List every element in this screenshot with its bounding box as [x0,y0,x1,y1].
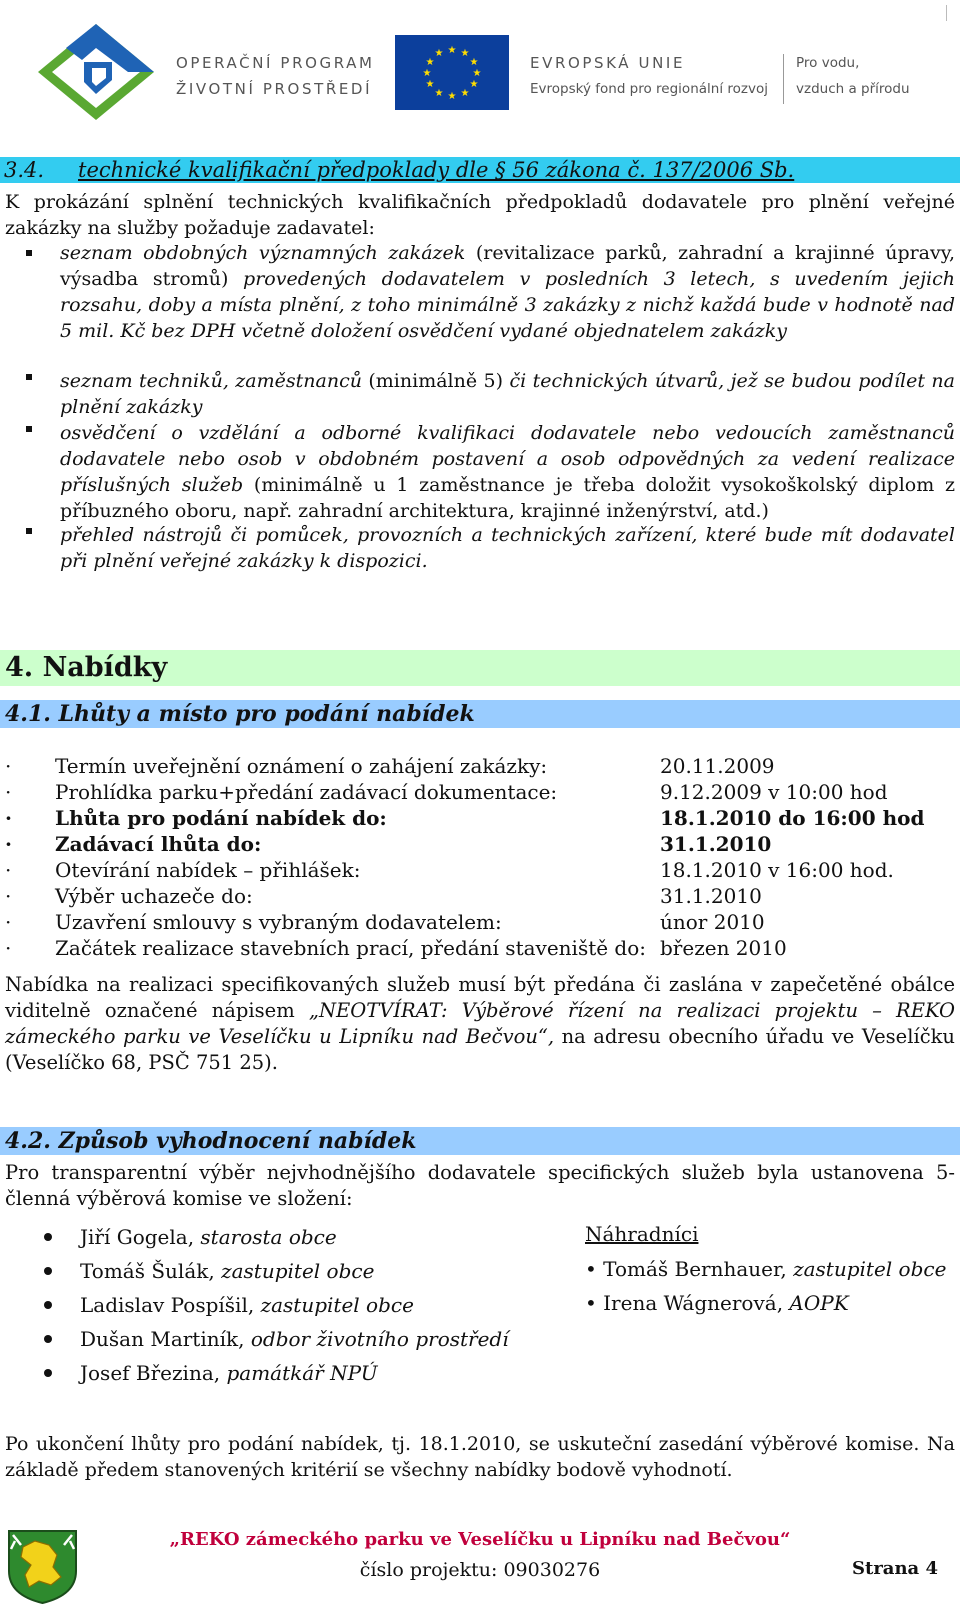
schedule-value: 31.1.2010 [660,884,762,908]
eu-line-2: Evropský fond pro regionální rozvoj [530,81,768,97]
schedule-value: 9.12.2009 v 10:00 hod [660,780,888,804]
schedule-value: 18.1.2010 v 16:00 hod. [660,858,894,882]
commission-member [80,1258,374,1284]
schedule-label: Prohlídka parku+předání zadávací dokumentace: [55,780,558,804]
schedule-row [0,857,960,883]
schedule-label: Otevírání nabídek – přihlášek: [55,858,361,882]
schedule-label: Zadávací lhůta do: [55,832,262,856]
svg-text:★: ★ [472,68,482,79]
op-line-2: ŽIVOTNÍ PROSTŘEDÍ [176,80,373,98]
square-bullet-icon [26,250,32,256]
op-logo-text [176,50,375,102]
section-3-4-intro: K prokázání splnění technických kvalifikačních předpokladů dodavatele pro plnění veřejné zakázky na služby požaduje zadavatel: [5,191,955,239]
alternate-role: AOPK [789,1291,849,1315]
alternate-name: • Tomáš Bernhauer, [585,1257,794,1281]
footer-project-name: „REKO zámeckého parku ve Veselíčku u Lipníku nad Bečvou“ [169,1529,791,1550]
svg-text:★: ★ [469,79,479,90]
requirement-2-part-a: seznam techniků, zaměstnanců [60,370,362,392]
slogan-line-1: Pro vodu, [796,55,860,71]
schedule-row [0,935,960,961]
requirement-1 [60,240,955,344]
heading-3-4 [0,157,960,183]
footer-page-number: Strana 4 [852,1558,939,1579]
corner-mark [946,5,947,21]
bullet-icon [44,1301,52,1309]
requirement-1-part-a: seznam obdobných významných zakázek [60,242,466,264]
heading-4-1-title: 4.1. Lhůty a místo pro podání nabídek [5,701,475,727]
heading-4-2 [0,1127,960,1155]
requirement-3 [60,420,955,524]
schedule-value: 31.1.2010 [660,832,772,856]
schedule-row [0,909,960,935]
requirement-1-part-c: provedených dodavatelem v posledních 3 letech, s uvedením jejich rozsahu, doby a místa plnění, z toho minimálně 3 zakázky z nichž každá bude v hodnotě nad 5 mil. Kč bez DPH včetně doložení osvědčení vydané objednatelem zakázky [60,268,955,342]
square-bullet-icon [26,374,32,380]
schedule-bullet: · [5,936,12,960]
footer-project-code: číslo projektu: 09030276 [359,1559,601,1581]
commission-member [80,1360,378,1386]
commission-member [80,1292,414,1318]
schedule-value: únor 2010 [660,910,765,934]
svg-text:★: ★ [422,68,432,79]
requirement-3-part-b: (minimálně u 1 zaměstnance je třeba doložit vysokoškolský diplom z příbuzného oboru, např. zahradní architektura, krajinné inženýrství, atd.) [60,474,955,522]
member-name: Ladislav Pospíšil, [80,1293,261,1317]
member-name: Josef Březina, [80,1361,227,1385]
submission-part-b: „NEOTVÍRAT: Výběrové řízení na realizaci projektu – REKO zámeckého parku ve Veselíčku u Lipníku nad Bečvou“, [5,999,955,1048]
schedule-bullet: · [5,884,12,908]
member-name: Tomáš Šulák, [80,1259,222,1283]
svg-text:★: ★ [460,48,470,59]
schedule-row [0,753,960,779]
bullet-icon [44,1369,52,1377]
schedule-label: Výběr uchazeče do: [55,884,253,908]
schedule-value: 20.11.2009 [660,754,775,778]
requirement-4 [60,522,955,574]
slogan [796,50,910,102]
page-header [0,0,960,150]
commission-intro: Pro transparentní výběr nejvhodnějšího dodavatele specifických služeb byla ustanovena 5-členná výběrová komise ve složení: [5,1161,955,1210]
commission-member [80,1224,337,1250]
member-name: Dušan Martiník, [80,1327,251,1351]
alternate-name: • Irena Wágnerová, [585,1291,790,1315]
schedule-label: Lhůta pro podání nabídek do: [55,806,387,830]
bullet-icon [44,1335,52,1343]
member-name: Jiří Gogela, [80,1225,201,1249]
schedule-bullet: · [5,780,12,804]
alternate-role: zastupitel obce [793,1257,947,1281]
member-role: starosta obce [200,1225,337,1249]
member-role: památkář NPÚ [226,1361,378,1385]
schedule-label: Začátek realizace stavebních prací, předání staveniště do: [55,936,647,960]
requirement-3-part-a: osvědčení o vzdělání a odborné kvalifikaci dodavatele nebo vedoucích zaměstnanců dodavatele nebo osob v obdobném postavení a osob odpovědných za vedení realizace příslušných služeb [60,422,955,496]
svg-text:★: ★ [447,91,457,102]
heading-4-1 [0,700,960,728]
schedule-label: Termín uveřejnění oznámení o zahájení zakázky: [55,754,548,778]
svg-text:★: ★ [447,45,457,56]
requirement-4-text: přehled nástrojů či pomůcek, provozních a technických zařízení, které bude mít dodavatel při plnění veřejné zakázky k dispozici. [60,524,955,572]
heading-3-4-number: 3.4. [4,158,45,182]
commission-member [80,1326,509,1352]
svg-text:★: ★ [425,57,435,68]
bullet-icon [44,1233,52,1241]
svg-text:★: ★ [425,79,435,90]
alternate-member [585,1290,849,1316]
eu-line-1: EVROPSKÁ UNIE [530,54,686,72]
slogan-line-2: vzduch a přírodu [796,81,910,97]
schedule-label: Uzavření smlouvy s vybraným dodavatelem: [55,910,502,934]
schedule-bullet: · [5,858,12,882]
requirement-2 [60,368,955,420]
eu-flag-icon [395,35,509,110]
square-bullet-icon [26,528,32,534]
schedule-value: březen 2010 [660,936,787,960]
heading-4 [0,650,960,686]
svg-text:★: ★ [469,57,479,68]
svg-text:★: ★ [434,88,444,99]
svg-text:★: ★ [460,88,470,99]
square-bullet-icon [26,426,32,432]
heading-3-4-title: technické kvalifikační předpoklady dle § 56 zákona č. 137/2006 Sb. [78,158,795,182]
schedule-row [0,831,960,857]
member-role: zastupitel obce [260,1293,414,1317]
schedule-row [0,779,960,805]
requirement-1-part-b: (revitalizace parků, zahradní a krajinné úpravy, výsadba stromů) [60,242,955,290]
schedule-bullet: · [5,832,12,856]
op-line-1: OPERAČNÍ PROGRAM [176,54,375,72]
schedule-bullet: · [5,910,12,934]
eu-text [530,50,768,102]
requirement-2-part-b: (minimálně 5) [361,370,510,392]
requirement-2-part-c: či technických útvarů, jež se budou podílet na plnění zakázky [60,370,955,418]
closing-paragraph: Po ukončení lhůty pro podání nabídek, tj. 18.1.2010, se uskuteční zasedání výběrové komise. Na základě předem stanovených kritérií se všechny nabídky bodově vyhodnotí. [5,1433,955,1481]
submission-part-c: na adresu obecního úřadu ve Veselíčku (Veselíčko 68, PSČ 751 25). [5,1025,955,1074]
submission-part-a: Nabídka na realizaci specifikovaných služeb musí být předána či zaslána v zapečetěné obálce viditelně označené nápisem [5,973,955,1022]
submission-paragraph [5,972,955,1076]
member-role: odbor životního prostředí [250,1327,509,1351]
schedule-bullet: · [5,806,12,830]
header-divider [783,54,784,104]
op-zp-logo [36,22,156,122]
member-role: zastupitel obce [221,1259,375,1283]
alternates-heading: Náhradníci [585,1222,699,1246]
schedule-value: 18.1.2010 do 16:00 hod [660,806,925,830]
schedule-row [0,883,960,909]
svg-text:★: ★ [434,48,444,59]
alternate-member [585,1256,946,1282]
schedule-row [0,805,960,831]
heading-4-title: 4. Nabídky [5,652,168,683]
bullet-icon [44,1267,52,1275]
heading-4-2-title: 4.2. Způsob vyhodnocení nabídek [5,1128,417,1154]
schedule-bullet: · [5,754,12,778]
